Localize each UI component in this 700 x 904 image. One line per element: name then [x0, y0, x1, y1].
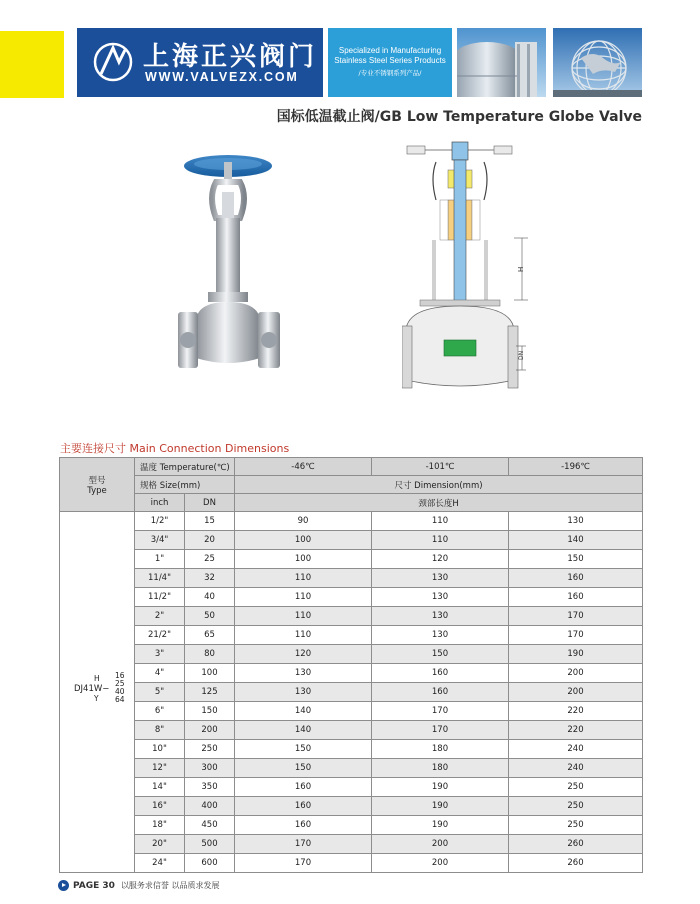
neck-101-cell: 130 [372, 569, 509, 588]
dn-cell: 25 [185, 550, 235, 569]
neck-46-cell: 160 [235, 778, 372, 797]
neck-196-cell: 140 [509, 531, 643, 550]
model-cell [60, 512, 135, 873]
dn-cell: 400 [185, 797, 235, 816]
dn-cell: 300 [185, 759, 235, 778]
neck-46-cell: 100 [235, 531, 372, 550]
temp-196-header: -196℃ [509, 458, 643, 476]
type-label-cn: 型号 [88, 475, 106, 486]
neck-46-cell: 170 [235, 835, 372, 854]
industrial-tanks-photo [457, 28, 546, 97]
model-sub-h: H [94, 673, 100, 683]
brand-banner [77, 28, 323, 97]
dn-cell: 40 [185, 588, 235, 607]
neck-46-cell: 110 [235, 607, 372, 626]
inch-cell: 20" [135, 835, 185, 854]
dn-cell: 500 [185, 835, 235, 854]
inch-cell: 11/2" [135, 588, 185, 607]
neck-101-cell: 110 [372, 512, 509, 531]
model-pressure: 40 [115, 686, 125, 696]
model-pressure: 25 [115, 678, 125, 688]
table-row [60, 816, 643, 835]
inch-cell: 1/2" [135, 512, 185, 531]
neck-46-cell: 160 [235, 797, 372, 816]
product-title: 国标低温截止阀/GB Low Temperature Globe Valve [276, 109, 642, 125]
inch-cell: 18" [135, 816, 185, 835]
yellow-corner-tab [0, 31, 64, 98]
inch-cell: 16" [135, 797, 185, 816]
neck-46-cell: 140 [235, 721, 372, 740]
neck-101-cell: 110 [372, 531, 509, 550]
temp-101-header: -101℃ [372, 458, 509, 476]
table-row [60, 607, 643, 626]
table-row [60, 531, 643, 550]
inch-cell: 1" [135, 550, 185, 569]
inch-cell: 8" [135, 721, 185, 740]
inch-cell: 3" [135, 645, 185, 664]
play-arrow-icon [58, 880, 69, 891]
neck-101-cell: 130 [372, 607, 509, 626]
dn-cell: 50 [185, 607, 235, 626]
neck-101-cell: 130 [372, 626, 509, 645]
tagline-line-1: Specialized in Manufacturing [338, 46, 442, 55]
page-number: PAGE 30 [73, 880, 115, 891]
temp-46-header: -46℃ [235, 458, 372, 476]
neck-196-cell: 250 [509, 816, 643, 835]
neck-101-cell: 190 [372, 797, 509, 816]
neck-46-cell: 110 [235, 626, 372, 645]
model-pressure: 64 [115, 694, 125, 704]
height-dimension-label: H [517, 266, 525, 272]
table-row [60, 797, 643, 816]
dn-dimension-label: DN [518, 350, 525, 360]
neck-196-cell: 150 [509, 550, 643, 569]
table-row [60, 512, 643, 531]
neck-46-cell: 100 [235, 550, 372, 569]
neck-101-cell: 170 [372, 721, 509, 740]
dn-cell: 32 [185, 569, 235, 588]
neck-101-cell: 180 [372, 740, 509, 759]
dn-cell: 200 [185, 721, 235, 740]
model-pressures [115, 672, 125, 704]
neck-101-cell: 160 [372, 683, 509, 702]
neck-101-cell: 180 [372, 759, 509, 778]
table-row [60, 854, 643, 873]
neck-196-cell: 200 [509, 683, 643, 702]
neck-196-cell: 220 [509, 702, 643, 721]
neck-46-cell: 140 [235, 702, 372, 721]
neck-196-cell: 220 [509, 721, 643, 740]
neck-46-cell: 90 [235, 512, 372, 531]
valve-section-drawing [402, 140, 537, 398]
inch-cell: 12" [135, 759, 185, 778]
dn-cell: 125 [185, 683, 235, 702]
neck-101-cell: 200 [372, 854, 509, 873]
neck-101-cell: 190 [372, 778, 509, 797]
inch-cell: 4" [135, 664, 185, 683]
neck-196-cell: 200 [509, 664, 643, 683]
dn-cell: 15 [185, 512, 235, 531]
inch-cell: 3/4" [135, 531, 185, 550]
dn-header: DN [185, 494, 235, 512]
inch-cell: 21/2" [135, 626, 185, 645]
brand-url: WWW.VALVEZX.COM [145, 70, 299, 84]
page-footer [58, 880, 219, 891]
inch-cell: 6" [135, 702, 185, 721]
model-pressure: 16 [115, 670, 125, 680]
valve-product-photo [178, 152, 298, 392]
table-row [60, 740, 643, 759]
type-label-en: Type [87, 485, 107, 496]
inch-cell: 10" [135, 740, 185, 759]
table-row [60, 721, 643, 740]
neck-196-cell: 240 [509, 740, 643, 759]
neck-46-cell: 110 [235, 569, 372, 588]
dn-cell: 65 [185, 626, 235, 645]
dn-cell: 450 [185, 816, 235, 835]
model-sub-y: Y [94, 693, 99, 703]
type-header [60, 458, 135, 512]
neck-196-cell: 170 [509, 607, 643, 626]
neck-196-cell: 160 [509, 569, 643, 588]
neck-196-cell: 260 [509, 835, 643, 854]
neck-101-cell: 160 [372, 664, 509, 683]
tagline-box [328, 28, 452, 97]
footer-slogan: 以服务求信誉 以品质求发展 [120, 881, 220, 890]
section-title: 主要连接尺寸 Main Connection Dimensions [60, 442, 290, 455]
neck-101-cell: 190 [372, 816, 509, 835]
inch-cell: 14" [135, 778, 185, 797]
neck-101-cell: 120 [372, 550, 509, 569]
tagline-line-3: /专业不锈钢系列产品/ [358, 69, 422, 77]
neck-46-cell: 120 [235, 645, 372, 664]
neck-46-cell: 150 [235, 740, 372, 759]
dn-cell: 600 [185, 854, 235, 873]
neck-46-cell: 150 [235, 759, 372, 778]
table-row [60, 759, 643, 778]
table-row [60, 702, 643, 721]
table-row [60, 683, 643, 702]
inch-cell: 5" [135, 683, 185, 702]
dimensions-table [59, 457, 643, 873]
neck-46-cell: 130 [235, 664, 372, 683]
neck-101-cell: 170 [372, 702, 509, 721]
company-logo-icon [91, 42, 135, 82]
neck-196-cell: 160 [509, 588, 643, 607]
neck-46-cell: 170 [235, 854, 372, 873]
neck-46-cell: 110 [235, 588, 372, 607]
neck-196-cell: 250 [509, 797, 643, 816]
table-row [60, 835, 643, 854]
tagline-line-2: Stainless Steel Series Products [334, 56, 446, 65]
table-row [60, 626, 643, 645]
dn-cell: 150 [185, 702, 235, 721]
table-row [60, 588, 643, 607]
size-header: 规格 Size(mm) [135, 476, 235, 494]
table-row [60, 550, 643, 569]
table-row [60, 645, 643, 664]
neck-46-cell: 130 [235, 683, 372, 702]
table-row [60, 778, 643, 797]
neck-196-cell: 190 [509, 645, 643, 664]
dn-cell: 350 [185, 778, 235, 797]
dn-cell: 80 [185, 645, 235, 664]
neck-196-cell: 240 [509, 759, 643, 778]
inch-header: inch [135, 494, 185, 512]
neck-101-cell: 130 [372, 588, 509, 607]
brand-name-cn: 上海正兴阀门 [143, 42, 318, 72]
dn-cell: 250 [185, 740, 235, 759]
neck-46-cell: 160 [235, 816, 372, 835]
model-code [62, 672, 132, 710]
inch-cell: 11/4" [135, 569, 185, 588]
neck-196-cell: 170 [509, 626, 643, 645]
neck-length-header: 颈部长度H [235, 494, 643, 512]
temperature-header: 温度 Temperature(℃) [135, 458, 235, 476]
dimension-header: 尺寸 Dimension(mm) [235, 476, 643, 494]
table-row [60, 664, 643, 683]
neck-101-cell: 200 [372, 835, 509, 854]
inch-cell: 24" [135, 854, 185, 873]
neck-196-cell: 250 [509, 778, 643, 797]
neck-196-cell: 260 [509, 854, 643, 873]
model-prefix: DJ41W− [74, 683, 110, 694]
neck-196-cell: 130 [509, 512, 643, 531]
neck-101-cell: 150 [372, 645, 509, 664]
dn-cell: 100 [185, 664, 235, 683]
table-row [60, 569, 643, 588]
dn-cell: 20 [185, 531, 235, 550]
globe-sculpture-photo [553, 28, 642, 97]
inch-cell: 2" [135, 607, 185, 626]
